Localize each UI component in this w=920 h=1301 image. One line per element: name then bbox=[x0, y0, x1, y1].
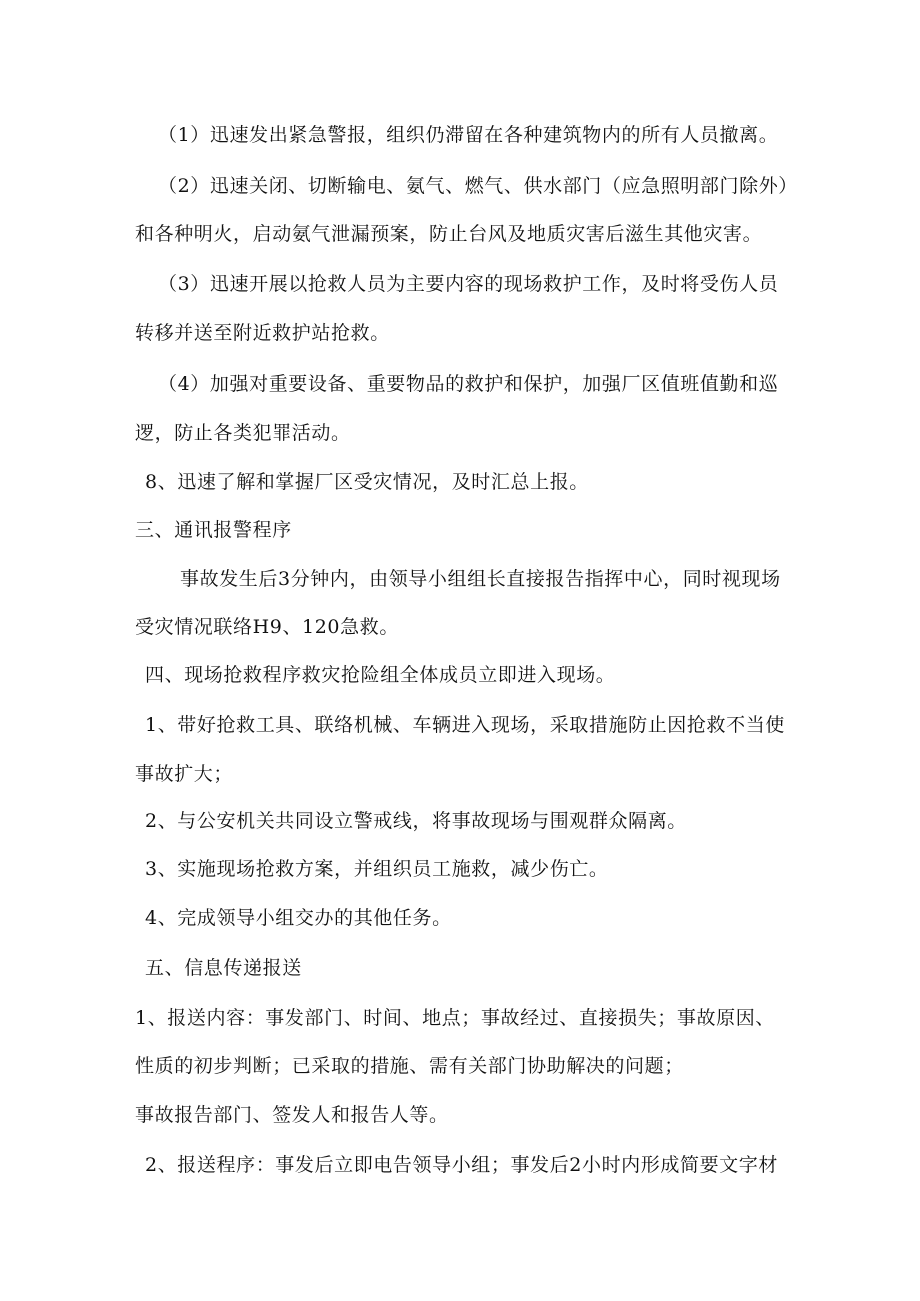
paragraph-line: 2、报送程序：事发后立即电告领导小组；事发后2小时内形成简要文字材 bbox=[145, 1154, 778, 1176]
paragraph-line: （3）迅速开展以抢救人员为主要内容的现场救护工作，及时将受伤人员 bbox=[158, 273, 779, 295]
paragraph-line: 受灾情况联络H9、120急救。 bbox=[135, 616, 399, 638]
section-heading: 三、通讯报警程序 bbox=[135, 519, 292, 541]
paragraph-line: （1）迅速发出紧急警报，组织仍滞留在各种建筑物内的所有人员撤离。 bbox=[158, 124, 779, 146]
paragraph-line: 事故扩大； bbox=[135, 763, 234, 785]
paragraph-line: 8、迅速了解和掌握厂区受灾情况，及时汇总上报。 bbox=[145, 471, 589, 493]
paragraph-line: 1、带好抢救工具、联络机械、车辆进入现场，采取措施防止因抢救不当使 bbox=[145, 714, 785, 736]
paragraph-line: 和各种明火，启动氨气泄漏预案，防止台风及地质灾害后滋生其他灾害。 bbox=[135, 223, 763, 245]
paragraph-line: 1、报送内容：事发部门、时间、地点；事故经过、直接损失；事故原因、 bbox=[135, 1007, 775, 1029]
paragraph-line: 4、完成领导小组交办的其他任务。 bbox=[145, 907, 452, 929]
paragraph-line: 事故发生后3分钟内，由领导小组组长直接报告指挥中心，同时视现场 bbox=[180, 568, 781, 590]
paragraph-line: 2、与公安机关共同设立警戒线，将事故现场与围观群众隔离。 bbox=[145, 810, 687, 832]
paragraph-line: 3、实施现场抢救方案，并组织员工施救，减少伤亡。 bbox=[145, 858, 609, 880]
paragraph-line: 转移并送至附近救护站抢救。 bbox=[135, 322, 390, 344]
paragraph-line: 事故报告部门、签发人和报告人等。 bbox=[135, 1104, 449, 1126]
paragraph-line: 逻，防止各类犯罪活动。 bbox=[135, 422, 351, 444]
paragraph-line: （4）加强对重要设备、重要物品的救护和保护，加强厂区值班值勤和巡 bbox=[158, 373, 779, 395]
paragraph-line: 性质的初步判断；已采取的措施、需有关部门协助解决的问题； bbox=[135, 1055, 684, 1077]
paragraph-line: （2）迅速关闭、切断输电、氨气、燃气、供水部门（应急照明部门除外） bbox=[158, 175, 798, 197]
section-heading: 五、信息传递报送 bbox=[145, 957, 302, 979]
section-heading: 四、现场抢救程序救灾抢险组全体成员立即进入现场。 bbox=[145, 664, 616, 686]
